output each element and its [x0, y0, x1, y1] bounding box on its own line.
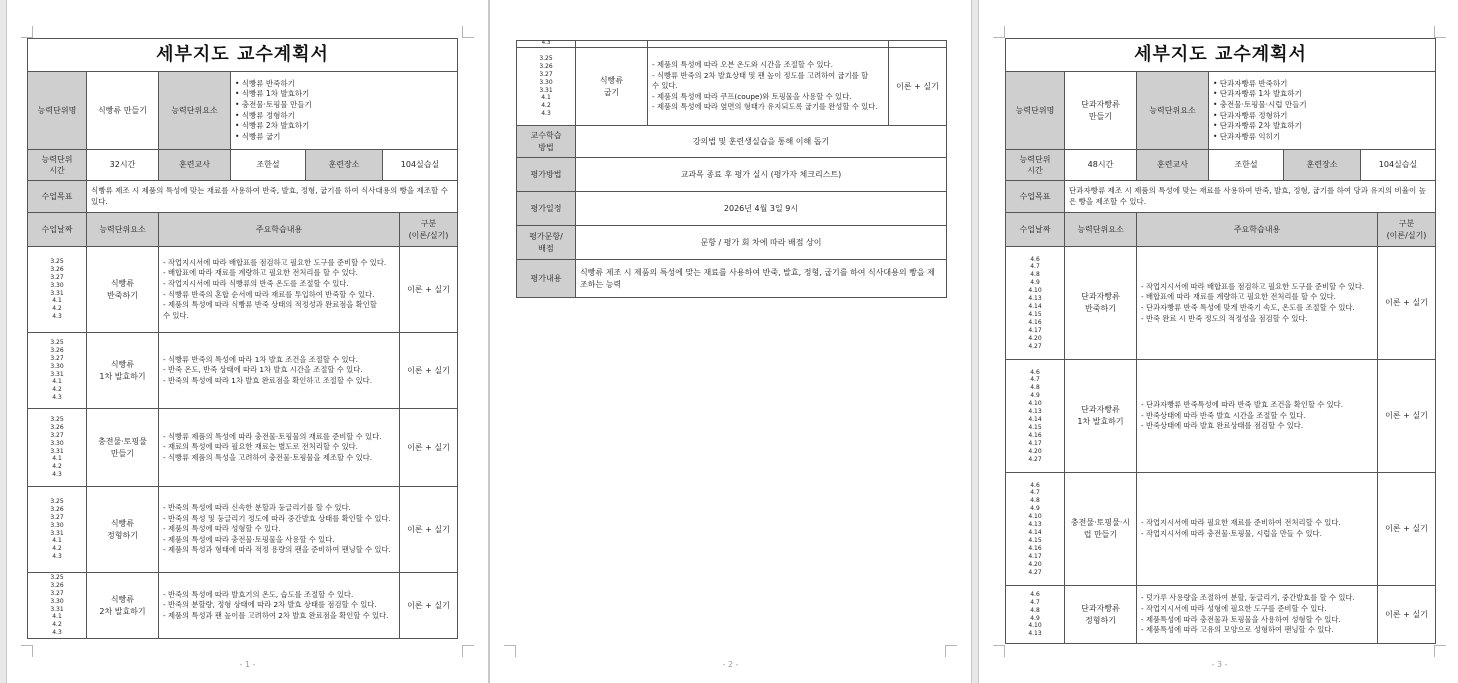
element-list: • 단과자빵류 반죽하기 • 단과자빵류 1차 발효하기 • 충전물·토핑물·시럽 만들기 • 단과자빵류 정형하기 • 단과자빵류 2차 발효하기 • 단과자빵류 익히기: [1209, 72, 1436, 150]
date-cell: 4.6 4.7 4.8 4.9 4.10 4.13 4.14 4.15 4.16 4.17 4.20 4.27: [1006, 247, 1065, 360]
type-col-header: 구분 (이론/실기): [1378, 213, 1436, 247]
element-cell: 충전물·토핑물·시 럽 만들기: [1065, 473, 1137, 586]
place-value: 104실습실: [1361, 150, 1436, 181]
table-row: [28, 573, 458, 639]
date-col-header: 수업날짜: [28, 213, 87, 247]
eval-items-value: 문항 / 평가 회 차에 따라 배점 상이: [576, 226, 947, 260]
place-label: 훈련장소: [306, 150, 383, 181]
date-cell: 3.25 3.26 3.27 3.30 3.31 4.1 4.2 4.3: [517, 48, 576, 126]
type-cell: 이론 + 실기: [400, 247, 458, 333]
date-cell: 3.25 3.26 3.27 3.30 3.31 4.1 4.2 4.3: [28, 247, 87, 333]
unit-time-label: 능력단위 시간: [1006, 150, 1065, 181]
content-cell: - 단과자빵류 반죽특성에 따라 반죽 발효 조건을 확인할 수 있다. - 반죽상태에 따라 반죽 발효 시간을 조절할 수 있다. - 반죽상태에 따라 발효 완료상태를 점검할 수 있다.: [1137, 360, 1378, 473]
content-cell: - 덧가루 사용량을 조절하여 분할, 둥글리기, 중간발효를 할 수 있다. - 작업지시서에 따라 성형에 필요한 도구를 준비할 수 있다. - 제품특성에 따라 충전물과 토핑물을 사용하여 성형할 수 있다. - 제품특성에 따라 고유의 모양으로 성형하여 팬닝할 수 있다.: [1137, 586, 1378, 644]
element-cell: 식빵류 굽기: [576, 48, 648, 126]
page-number: - 3 -: [1211, 660, 1228, 669]
unit-time-value: 48시간: [1065, 150, 1137, 181]
schedule-table-1: [27, 212, 458, 639]
content-cell: - 반죽의 특성에 따라 발효기의 온도, 습도를 조절할 수 있다. - 반죽의 분할량, 정형 상태에 따라 2차 발효 상태를 점검할 수 있다. - 제품의 특성과 팬 높이를 고려하여 2차 발효 완료점을 확인할 수 있다.: [159, 573, 400, 639]
date-cell: 4.3: [517, 41, 576, 48]
content-cell: - 식빵류 제품의 특성에 따라 충전물·토핑물의 재료를 준비할 수 있다. - 재료의 특성에 따라 필요한 재료는 별도로 전처리할 수 있다. - 식빵류 제품의 특성을 고려하여 충전물·토핑물을 제조할 수 있다.: [159, 409, 400, 487]
element-cell: 단과자빵류 정형하기: [1065, 586, 1137, 644]
type-cell: 이론 + 실기: [1378, 586, 1436, 644]
element-cell: 식빵류 1차 발효하기: [87, 333, 159, 409]
content-cell: - 식빵류 반죽의 특성에 따라 1차 발효 조건을 조절할 수 있다. - 반죽 온도, 반죽 상태에 따라 1차 발효 시간을 조절할 수 있다. - 반죽의 특성에 따라 1차 발효 완료점을 확인하고 조절할 수 있다.: [159, 333, 400, 409]
date-cell: 4.6 4.7 4.8 4.9 4.10 4.13: [1006, 586, 1065, 644]
page-number: - 1 -: [239, 660, 256, 669]
unit-time-value: 32시간: [87, 150, 159, 181]
goal-value: 단과자빵류 제조 시 제품의 특성에 맞는 재료를 사용하여 반죽, 발효, 정형, 굽기를 하여 당과 유지의 비율이 높은 빵을 제조할 수 있다.: [1065, 181, 1436, 214]
plan-table-1: [27, 38, 458, 214]
element-col-header: 능력단위요소: [87, 213, 159, 247]
page-number: - 2 -: [722, 660, 739, 669]
eval-items-label: 평가문항/ 배점: [517, 226, 576, 260]
eval-method-value: 교과목 종료 후 평가 실시 (평가자 체크리스트): [576, 158, 947, 192]
instructor-value: 조한설: [1209, 150, 1284, 181]
schedule-table-3: [1005, 212, 1436, 644]
evaluation-table: [516, 125, 947, 298]
type-cell: 이론 + 실기: [400, 487, 458, 573]
date-cell: 4.6 4.7 4.8 4.9 4.10 4.13 4.14 4.15 4.16 4.17 4.20 4.27: [1006, 473, 1065, 586]
method-value: 강의법 및 훈련생실습을 통해 이해 돕기: [576, 126, 947, 158]
eval-method-label: 평가방법: [517, 158, 576, 192]
goal-label: 수업목표: [1006, 181, 1065, 214]
element-cell: 단과자빵류 반죽하기: [1065, 247, 1137, 360]
table-row: [28, 487, 458, 573]
date-cell: 4.6 4.7 4.8 4.9 4.10 4.13 4.14 4.15 4.16 4.17 4.20 4.27: [1006, 360, 1065, 473]
type-cell: 이론 + 실기: [1378, 473, 1436, 586]
date-cell: 3.25 3.26 3.27 3.30 3.31 4.1 4.2 4.3: [28, 487, 87, 573]
instructor-label: 훈련교사: [1137, 150, 1209, 181]
type-cell: 이론 + 실기: [400, 409, 458, 487]
plan-table-3: [1005, 38, 1436, 214]
table-row: [1006, 473, 1436, 586]
page-2: [489, 0, 972, 683]
table-row: [1006, 586, 1436, 644]
element-cell: 식빵류 2차 발효하기: [87, 573, 159, 639]
instructor-label: 훈련교사: [159, 150, 231, 181]
page-1: [6, 0, 489, 683]
eval-schedule-value: 2026년 4월 3일 9시: [576, 192, 947, 226]
content-cell: - 반죽의 특성에 따라 신속한 분할과 둥글리기를 할 수 있다. - 반죽의 특성 및 둥글리기 정도에 따라 중간발효 상태를 확인할 수 있다. - 제품의 특성에 따라 성형할 수 있다. - 제품의 특성에 따라 충전물·토핑물을 사용할 수 있다. - 제품의 특성과 형태에 따라 적정 용량의 팬을 준비하여 팬닝할 수 있다.: [159, 487, 400, 573]
element-cell: 단과자빵류 1차 발효하기: [1065, 360, 1137, 473]
content-cell: - 작업지시서에 따라 배합표를 점검하고 필요한 도구를 준비할 수 있다. - 배합표에 따라 재료를 계량하고 필요한 전처리를 할 수 있다. - 단과자빵류 반죽 특성에 맞게 반죽기 속도, 온도를 조절할 수 있다. - 반죽 완료 시 반죽 정도의 적정성을 점검할 수 있다.: [1137, 247, 1378, 360]
table-row: [1006, 247, 1436, 360]
element-label: 능력단위요소: [1137, 72, 1209, 150]
page-3: [978, 0, 1458, 683]
eval-content-label: 평가내용: [517, 260, 576, 298]
content-cell: - 작업지시서에 따라 배합표를 점검하고 필요한 도구를 준비할 수 있다. - 배합표에 따라 재료를 계량하고 필요한 전처리를 할 수 있다. - 작업지시서에 따라 식빵류의 반죽 온도를 조절할 수 있다. - 식빵류 반죽의 혼합 순서에 따라 재료를 투입하여 반죽할 수 있다. - 제품의 특성에 따라 식빵류 반죽 상태의 적정성과 완료점을 확인할 수 있다.: [159, 247, 400, 333]
date-cell: 3.25 3.26 3.27 3.30 3.31 4.1 4.2 4.3: [28, 333, 87, 409]
goal-value: 식빵류 제조 시 제품의 특성에 맞는 재료를 사용하여 반죽, 발효, 정형, 굽기를 하여 식사대용의 빵을 제조할 수 있다.: [87, 181, 458, 214]
element-cell: 식빵류 반죽하기: [87, 247, 159, 333]
table-row: [517, 48, 947, 126]
page-title: 세부지도 교수계획서: [1006, 39, 1436, 72]
date-cell: 3.25 3.26 3.27 3.30 3.31 4.1 4.2 4.3: [28, 573, 87, 639]
content-col-header: 주요학습내용: [1137, 213, 1378, 247]
element-col-header: 능력단위요소: [1065, 213, 1137, 247]
page-title: 세부지도 교수계획서: [28, 39, 458, 72]
type-cell: 이론 + 실기: [1378, 360, 1436, 473]
type-cell: 이론 + 실기: [889, 48, 947, 126]
eval-content-value: 식빵류 제조 시 제품의 특성에 맞는 재료를 사용하여 반죽, 발효, 정형, 굽기를 하여 식사대용의 빵을 제조하는 능력: [576, 260, 947, 298]
table-row: [517, 41, 947, 48]
table-row: [28, 247, 458, 333]
type-cell: 이론 + 실기: [400, 573, 458, 639]
type-cell: 이론 + 실기: [1378, 247, 1436, 360]
element-cell: 식빵류 정형하기: [87, 487, 159, 573]
table-row: [28, 409, 458, 487]
place-label: 훈련장소: [1284, 150, 1361, 181]
method-label: 교수학습 방법: [517, 126, 576, 158]
table-row: [28, 333, 458, 409]
content-col-header: 주요학습내용: [159, 213, 400, 247]
unit-name-value: 단과자빵류 만들기: [1065, 72, 1137, 150]
table-row: [1006, 360, 1436, 473]
type-cell: 이론 + 실기: [400, 333, 458, 409]
element-label: 능력단위요소: [159, 72, 231, 150]
unit-name-label: 능력단위명: [1006, 72, 1065, 150]
element-cell: 충전물·토핑물 만들기: [87, 409, 159, 487]
date-cell: 3.25 3.26 3.27 3.30 3.31 4.1 4.2 4.3: [28, 409, 87, 487]
content-cell: - 작업지시서에 따라 필요한 재료를 준비하여 전처리할 수 있다. - 작업지시서에 따라 충전물·토핑물, 시럽을 만들 수 있다.: [1137, 473, 1378, 586]
content-cell: - 제품의 특성에 따라 오븐 온도와 시간을 조절할 수 있다. - 식빵류 반죽의 2차 발효상태 및 팬 높이 정도를 고려하여 굽기를 할 수 있다. - 제품의 특성에 따라 쿠프(coupe)와 토핑물을 사용할 수 있다. - 제품의 특성에 따라 옆면의 형태가 유지되도록 굽기를 완성할 수 있다.: [648, 48, 889, 126]
place-value: 104실습실: [383, 150, 458, 181]
date-col-header: 수업날짜: [1006, 213, 1065, 247]
unit-name-label: 능력단위명: [28, 72, 87, 150]
unit-name-value: 식빵류 만들기: [87, 72, 159, 150]
goal-label: 수업목표: [28, 181, 87, 214]
instructor-value: 조한설: [231, 150, 306, 181]
eval-schedule-label: 평가일정: [517, 192, 576, 226]
schedule-table-2: [516, 40, 947, 126]
type-col-header: 구분 (이론/실기): [400, 213, 458, 247]
unit-time-label: 능력단위 시간: [28, 150, 87, 181]
element-list: • 식빵류 반죽하기 • 식빵류 1차 발효하기 • 충전물·토핑물 만들기 • 식빵류 정형하기 • 식빵류 2차 발효하기 • 식빵류 굽기: [231, 72, 458, 150]
